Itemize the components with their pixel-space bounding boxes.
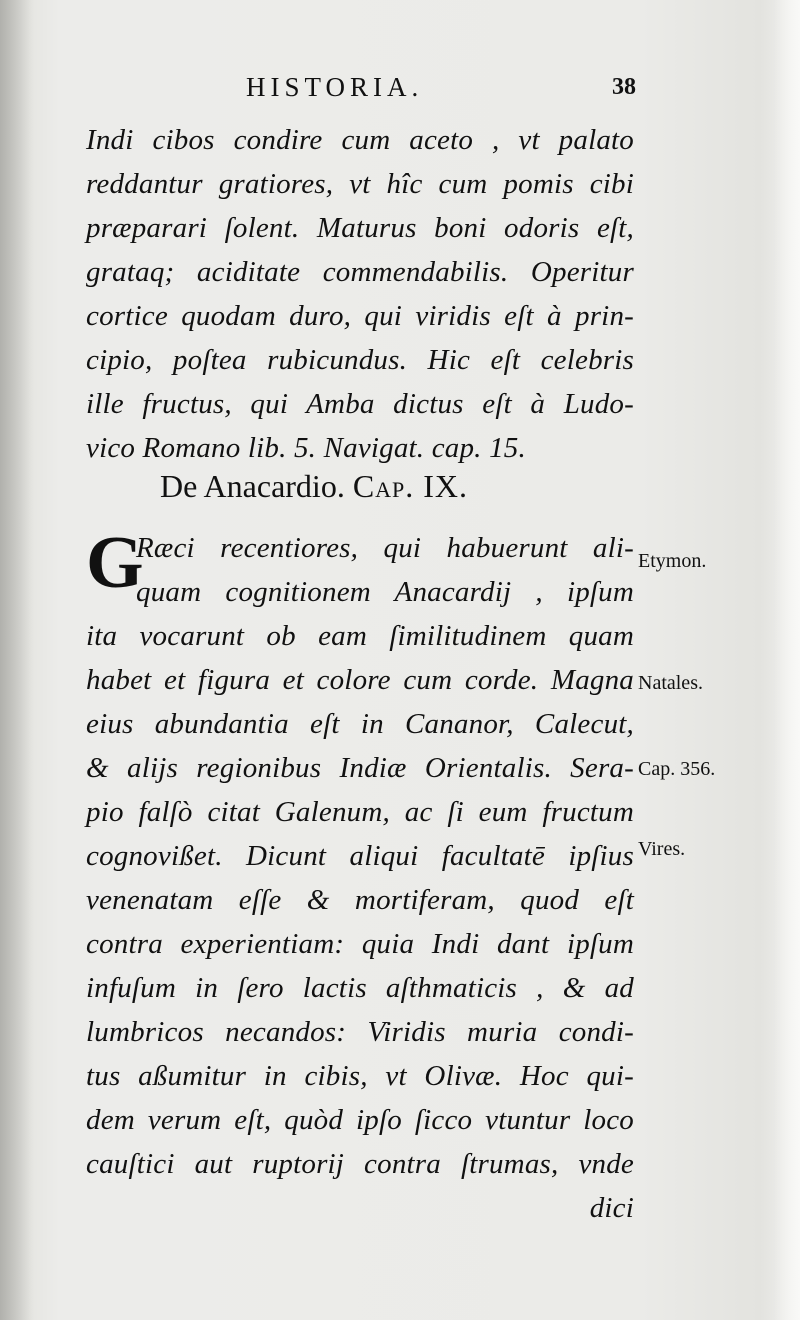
margin-note-etymon: Etymon. <box>638 550 707 572</box>
text-line: habet et figura et colore cum corde. Magna <box>86 664 634 696</box>
text-line: lumbricos necandos: Viridis muria condi- <box>86 1016 634 1048</box>
text-line: dem verum eſt, quòd ipſo ſicco vtuntur loco <box>86 1104 634 1136</box>
paragraph-2 <box>86 522 634 1230</box>
text-line: præparari ſolent. Maturus boni odoris eſt, <box>86 212 634 244</box>
text-line: ille fructus, qui Amba dictus eſt à Ludo- <box>86 388 634 420</box>
chapter-title: De Anacardio. <box>160 468 345 504</box>
text-line: contra experientiam: quia Indi dant ipſum <box>86 928 634 960</box>
text-line: Ræci recentiores, qui habuerunt ali- <box>136 532 634 564</box>
catchword: dici <box>589 1192 634 1224</box>
drop-cap: G <box>86 522 144 604</box>
page-number: 38 <box>612 74 636 100</box>
paragraph-1 <box>86 118 634 470</box>
text-line: grataq; aciditate commendabilis. Operitur <box>86 256 634 288</box>
text-line: & alijs regionibus Indiæ Orientalis. Sera- <box>86 752 634 784</box>
text-line: cipio, poſtea rubicundus. Hic eſt celebris <box>86 344 634 376</box>
chapter-number: Cap. IX. <box>352 468 469 504</box>
text-line: cognovißet. Dicunt aliqui facultatē ipſius <box>86 840 634 872</box>
gutter-shadow <box>0 0 34 1320</box>
margin-note-vires: Vires. <box>638 838 686 860</box>
text-line: venenatam eſſe & mortiferam, quod eſt <box>86 884 634 916</box>
text-line: Indi cibos condire cum aceto , vt palato <box>86 124 634 156</box>
page-header <box>90 72 636 108</box>
text-line: quam cognitionem Anacardij , ipſum <box>136 576 634 608</box>
text-line: cauſtici aut ruptorij contra ſtrumas, vnde <box>86 1148 634 1180</box>
margin-note-natales: Natales. <box>638 672 703 694</box>
margin-note-cap: Cap. 356. <box>638 758 716 780</box>
text-line: infuſum in ſero lactis aſthmaticis , & ad <box>86 972 634 1004</box>
text-line: cortice quodam duro, qui viridis eſt à prin- <box>86 300 634 332</box>
chapter-heading <box>160 468 468 505</box>
running-title: HISTORIA. <box>246 72 424 102</box>
text-line: eius abundantia eſt in Cananor, Calecut, <box>86 708 634 740</box>
text-line: pio falſò citat Galenum, ac ſi eum fructum <box>86 796 634 828</box>
text-line: tus aßumitur in cibis, vt Olivæ. Hoc qui- <box>86 1060 634 1092</box>
text-line: reddantur gratiores, vt hîc cum pomis cibi <box>86 168 634 200</box>
text-line: ita vocarunt ob eam ſimilitudinem quam <box>86 620 634 652</box>
text-line: vico Romano lib. 5. Navigat. cap. 15. <box>86 432 526 464</box>
page-edge <box>774 0 800 1320</box>
